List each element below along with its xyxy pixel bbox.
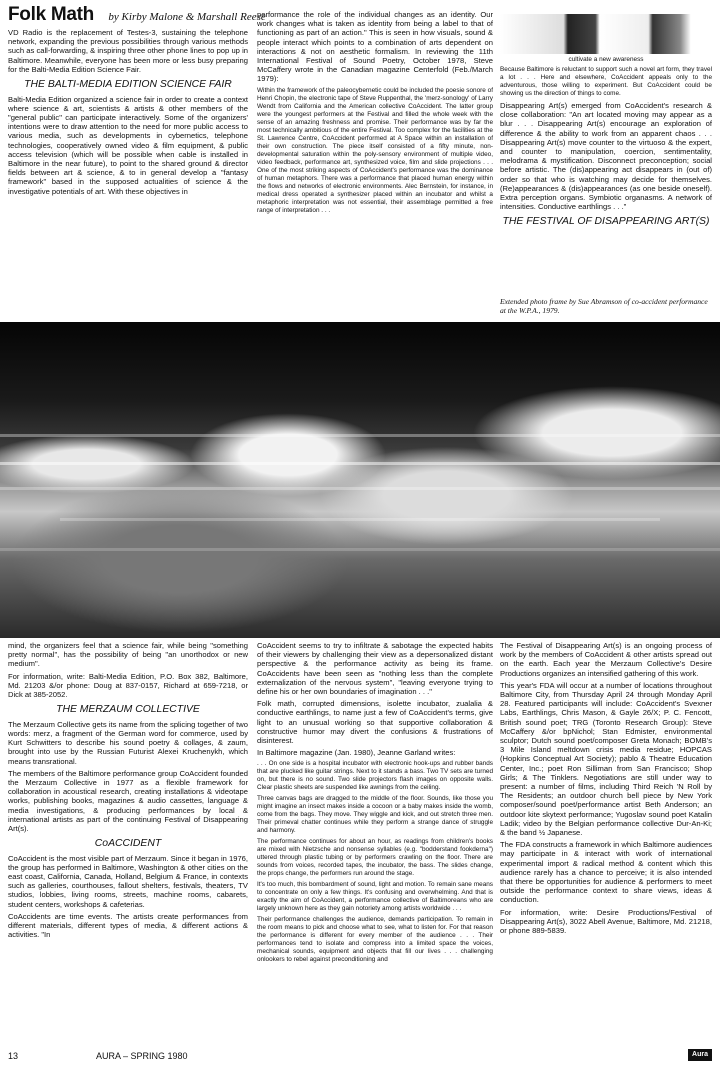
- paragraph: The members of the Baltimore performance group CoAccident founded the Merzaum Collective in 1977 as a flexible framework for collaboration in acoustical research, creating installations & videotape works, publishing books, magazines & audio cassettes, language & media investigations, & producing performances by local & international artists as part of the continuing Festival of Disappearing Art(s).: [8, 768, 248, 833]
- column-bottom-middle: [257, 641, 493, 1071]
- paragraph: For information, write: Balti-Media Edition, P.O. Box 382, Baltimore, Md. 21203 &/or phone: Doug at 837-0157, Richard at 659-7218, or Dick at 385-2052.: [8, 671, 248, 700]
- photo-credit: Extended photo frame by Sue Abramson of co-accident performance at the W.P.A., 1979.: [500, 297, 708, 315]
- column-top-left: [8, 28, 248, 322]
- paragraph: This year's FDA will occur at a number of locations throughout Baltimore City, from Thursday April 24 through Monday April 28. Featured participants will include: CoAccident's Svexner Labs, Earthlings, Chris Mason, & Gayle 26/X; P. C. Fencott, British sound poet; TRG (Toronto Research Group): Steve McCaffery &/or bpNichol; Stan Edmister, environmental sculptor; Dutch sound poet/composer Greta Monach; BOMB's 3 Mile Island meltdown crisis media residue; HOPCAS (Hopkins Conceptual Art Society); pablo & Theatre Education Center, Inc.; poet Ron Silliman from San Francisco; Shop Girls; & The Tinklers. Negotiations are still under way to present: a number of films, including Third Reich 'N Roll by The Residents; an outdoor church bell piece by New York composer/sound poet/performance artist Beth Anderson; an outdoor kite skytext performance; Yugoslav sound poet Katalin Ladik; video by the Belgian performance collective Dur-An-Ki; & the band ½ Japanese.: [500, 680, 712, 838]
- column-top-middle: [257, 10, 493, 322]
- byline: by Kirby Malone & Marshall Reese: [108, 11, 266, 23]
- section-heading: THE FESTIVAL OF DISAPPEARING ART(S): [502, 216, 710, 228]
- section-heading: THE MERZAUM COLLECTIVE: [56, 704, 200, 716]
- block-quote: Their performance challenges the audience, demands participation. To remain in the room means to pick and choose what to see, what to listen for. For that reason the performance is different for every member of the audience . . . Their performances tend to isolate and compress into a limited space the voices, mechanical sounds, equipment and objects that fill our lives . . . challenging onlookers to rebel against preconditioning and: [257, 916, 493, 964]
- paragraph: VD Radio is the replacement of Testes-3, sustaining the telephone network, expanding the previous possibilities through various methods such as call-forwarding, & inspiring three other phone lines to pop up in Baltimore. Meanwhile, everyone has been more or less busy preparing for the Balti-Media Edition Science Fair.: [8, 28, 248, 74]
- photo-small-caption: cultivate a new awareness: [568, 56, 644, 63]
- paragraph: CoAccidents are time events. The artists create performances from different materials, different types of media, & different actions & activities. "In: [8, 911, 248, 940]
- paragraph: Because Baltimore is reluctant to support such a novel art form, they travel a lot . . . Here and elsewhere, CoAccident appeals only to the adventurous, those willing to experiment. But CoAccident could be showing us the direction of things to come.: [500, 66, 712, 97]
- paragraph: mind, the organizers feel that a science fair, while being "something pretty normal", has the possibility of being "an unorthodox or new medium".: [8, 641, 248, 669]
- publication-footer: AURA – SPRING 1980: [96, 1051, 188, 1061]
- paragraph: CoAccident is the most visible part of Merzaum. Since it began in 1976, the group has performed in Baltimore, Washington & other cities on the east coast, California, Canada, Holland, Belgium & France, in contexts such as galleries, courthouses, fallout shelters, festivals, theaters, TV studios, lobbies, living rooms, streets, machine rooms, cabarets, student centers, workshops & cafeterias.: [8, 853, 248, 909]
- paragraph: Folk math, corrupted dimensions, isolette incubator, zualalia & conductive earthlings, to name just a few of CoAccident's terms, give light to an unusual working so that supportive collaboration & constructive humor may divert the confusions & frustrations of disinterest.: [257, 699, 493, 746]
- column-bottom-left: [8, 641, 248, 1047]
- block-quote: . . . On one side is a hospital incubator with electronic hook-ups and rubber bands that are plucked like guitar strings. Next to it stands a bass. Two TV sets are turned on, but there is no sound. Two slide projectors flash images on opposite walls. Clear plastic sheets are suspended like awnings from the ceiling.: [257, 760, 493, 792]
- aura-logo: Aura: [688, 1049, 712, 1061]
- paragraph: Balti-Media Edition organized a science fair in order to create a context where science & art, scientists & artists & other members of the "general public" can participate interactively. Some of the organizers' intentions were to draw attention to the need for more public access to various media, such as developments in cybernetics, telephone technologies, cooperatively owned video & film equipment, & public access television (which will be possible when cable is installed in Baltimore in the near future), to point to the shared ground & director fields between art & science, & to in general develop a "fantasy framework" based in the supposed actualities of science & the investigative potentials of art. With these objectives in: [8, 94, 248, 196]
- column-bottom-right: [500, 641, 712, 1047]
- paragraph: For information, write: Desire Productions/Festival of Disappearing Art(s), 3022 Abell Avenue, Baltimore, Md. 21218, or phone 889-5839.: [500, 907, 712, 936]
- paragraph: The Merzaum Collective gets its name from the splicing together of two words: merz, a fragment of the German word for commerce, used by Kurt Schwitters to describe his sound poetry & collages, & zaum, brought into use by the Russian Futurist Alexei Kruchenykh, which means transrational.: [8, 719, 248, 766]
- performance-photo-main: [0, 322, 720, 638]
- block-quote: The performance continues for about an hour, as readings from children's books are mixed with Nietzsche and nonsense syllables (e.g. "bodderstand fookderna") uttered through plastic tubing or by performers crawling on the floor. There are sounds from voices, recorded tapes, the incubator, the bass. The slides change, the props change, the performers run around the stage.: [257, 838, 493, 878]
- block-quote: Within the framework of the paleocybernetic could be included the poesie sonore of Henri Chopin, the electronic tape of Steve Ruppenthal, the 'merz-sonology' of Larry Wendt from California and the American collective CoAccident. The latter group were the youngest performers at the Festival and filled the whole week with the sense of an amazing freshness and promise. Their performance was by far the most technically ambitious of the entire Festival. Too complex for the facilities at the St. Lawrence Centre, CoAccident performed at A Space within an installation of their own construction. The piece itself consisted of a fifty minute, non-developmental saturation within the poly-sensory environment of multiple video, video feedback, performance art, synthesized voice, film and slide projections . . . One of the most striking aspects of CoAccident's performance was the dominance of human metaphors. There was a performance that placed human energy within the flows and networks of electronic environments. Alec Bernstein, for instance, in medical dress operated a synthesizer placed within an incubator and whilst a metaphoric interpretation was not essential, their assemblage permitted a free range of interpretation . . .: [257, 86, 493, 214]
- paragraph: In Baltimore magazine (Jan. 1980), Jeanne Garland writes:: [257, 748, 456, 758]
- paragraph: performance the role of the individual changes as an identity. Our work changes what is taken as identity from being a label to that of functioning as part of an action." This is seen in how visuals, sound & people interact which points to a combination of arts dependent on interactions & not on aesthetic formalism. In reviewing the 11th International Festival of Sound Poetry, October 1978, Steve McCaffery wrote in the Canadian magazine Centerfold (Feb./March 1979):: [257, 10, 493, 84]
- block-quote: Three canvas bags are dragged to the middle of the floor. Sounds, like those you might imagine an insect makes inside a cocoon or a baby makes inside the womb, come from the bags. They move. They wiggle and kick, and out stretch three men. Their primeval chatter continues while they perform a strange dance of struggle and harmony.: [257, 795, 493, 835]
- page-number: 13: [8, 1051, 19, 1061]
- paragraph: The Festival of Disappearing Art(s) is an ongoing process of work by the members of CoAccident & other artists spread out on the earth. Each year the Merzaum Collective's Desire Productions organizes an intensified gathering of this work.: [500, 641, 712, 678]
- column-top-right: [500, 66, 712, 296]
- paragraph: The FDA constructs a framework in which Baltimore audiences may participate in & interact with work of international experimental import & radical method & content which this audience rarely has a chance to perceive; it is also intended that there be opportunities for audience & performers to meet outside the performance context to share views, ideas & conduction.: [500, 840, 712, 905]
- block-quote: It's too much, this bombardment of sound, light and motion. To remain sane means to concentrate on only a few things. It's confusing and overwhelming. And that is exactly the aim of CoAccident, a performance collective of Baltimoreans who are largely unknown here as they gain notoriety among artists worldwide . . .: [257, 881, 493, 913]
- section-heading: THE BALTI-MEDIA EDITION SCIENCE FAIR: [24, 79, 232, 91]
- paragraph: Disappearing Art(s) emerged from CoAccident's research & close collaboration: "An art located moving may appear as a blur . . . Disappearing Art(s) encourage an exploration of difference & the ability to work from an apparent chaos . . . Disappearing Art(s) move counter to the virtuoso & the expert, and counter to manipulation, coercion, sentimentality, melodrama & mystification. Disconnect preconception; social before artistic. The (dis)appearing act disappears in (out of) order so that who is watching may decide for themselves. (Re)appearances & (dis)appearances (as one beside oneself). Extra perception organs. Symbiotic organasms. A network of intensities. Conductive earthlings . . .": [500, 101, 712, 212]
- masthead: Folk Math: [8, 4, 94, 25]
- section-heading: CoACCIDENT: [94, 838, 162, 850]
- performance-photo-small: [500, 14, 712, 54]
- paragraph: CoAccident seems to try to infiltrate & sabotage the expected habits of their viewers by challenging their view as a depersonalized distant perspective & the performance activity as being its frame. CoAccidents have been seen as "nothing less than the complete externalization of the nervous system", "leaving everyone trying to define his or her own boundaries of imagination . . .": [257, 641, 493, 697]
